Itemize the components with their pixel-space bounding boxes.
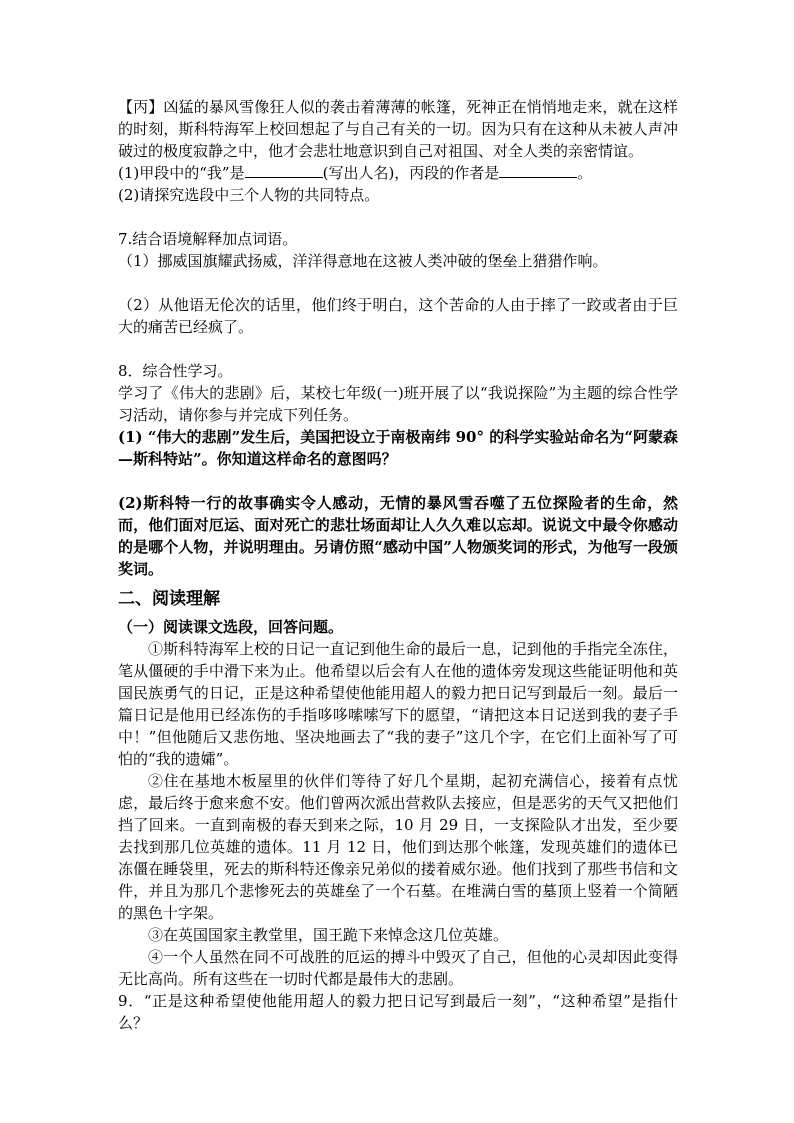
question-7-1: （1）挪威国旗耀武扬威，洋洋得意地在这被人类冲破的堡垒上猎猎作响。 <box>118 252 608 270</box>
question-7-title: 7.结合语境解释加点词语。 <box>118 230 298 248</box>
q6-1-text-c: 。 <box>577 164 593 182</box>
passage-paragraph-2: ②住在基地木板屋里的伙伴们等待了好几个星期，起初充满信心，接着有点忧虑，最后终于愈来愈不安。他们曾两次派出营救队去接应，但是恶劣的天气又把他们挡了回来。一直到南极的春天到来之际，10 月 29 日，一支探险队才出发，至少要去找到那几位英雄的遗体。11 月 12 日，他们到达那个帐篷，发现英雄们的遗体已冻僵在睡袋里，死去的斯科特还像亲兄弟似的搂着威尔逊。他们找到了那些书信和文件，并且为那几个悲惨死去的英雄垒了一个石墓。在堆满白雪的墓顶上竖着一个简陋的黑色十字架。 <box>118 772 678 922</box>
passage-paragraph-4: ④一个人虽然在同不可战胜的厄运的搏斗中毁灭了自己，但他的心灵却因此变得无比高尚。所有这些在一切时代都是最伟大的悲剧。 <box>118 948 678 988</box>
passage-paragraph-1: ①斯科特海军上校的日记一直记到他生命的最后一息，记到他的手指完全冻住，笔从僵硬的手中滑下来为止。他希望以后会有人在他的遗体旁发现这些能证明他和英国民族勇气的日记，正是这种希望使他能用超人的毅力把日记写到最后一刻。最后一篇日记是他用已经冻伤的手指哆哆嗦嗦写下的愿望，“请把这本日记送到我的妻子手中！”但他随后又悲伤地、坚决地画去了“我的妻子”这几个字，在它们上面补写了可怕的“我的遗孀”。 <box>118 640 678 768</box>
question-8-2: (2)斯科特一行的故事确实令人感动，无情的暴风雪吞噬了五位探险者的生命，然而，他们面对厄运、面对死亡的悲壮场面却让人久久难以忘却。说说文中最令你感动的是哪个人物，并说明理由。另请仿照“感动中国”人物颁奖词的形式，为他写一段颁奖词。 <box>118 494 678 578</box>
answer-blank-author[interactable] <box>499 163 577 178</box>
section-2-heading: 二、阅读理解 <box>118 589 220 609</box>
question-8-1: (1) “伟大的悲剧”发生后，美国把设立于南极南纬 90° 的科学实验站命名为“阿蒙森—斯科特站”。你知道这样命名的意图吗？ <box>118 428 678 468</box>
question-9: 9．“正是这种希望使他能用超人的毅力把日记写到最后一刻”，“这种希望”是指什么？ <box>118 992 678 1032</box>
section-2-1-heading: （一）阅读课文选段，回答问题。 <box>118 618 344 636</box>
q6-1-text-b: (写出人名)，丙段的作者是 <box>322 164 500 182</box>
question-8-title: 8．综合性学习。 <box>118 362 233 380</box>
question-6-1 <box>118 162 678 184</box>
question-8-intro: 学习了《伟大的悲剧》后，某校七年级(一)班开展了以“我说探险”为主题的综合性学习活动，请你参与并完成下列任务。 <box>118 384 678 424</box>
question-6-2: (2)请探究选段中三个人物的共同特点。 <box>118 186 380 204</box>
question-7-2: （2）从他语无伦次的话里，他们终于明白，这个苦命的人由于摔了一跤或者由于巨大的痛苦已经疯了。 <box>118 296 678 336</box>
answer-blank-person[interactable] <box>245 163 323 178</box>
passage-bing: 【丙】凶猛的暴风雪像狂人似的袭击着薄薄的帐篷，死神正在悄悄地走来，就在这样的时刻，斯科特海军上校回想起了与自己有关的一切。因为只有在这种从未被人声冲破过的极度寂静之中，他才会悲壮地意识到自己对祖国、对全人类的亲密情谊。 <box>118 98 678 160</box>
q6-1-text-a: (1)甲段中的“我”是 <box>118 164 245 182</box>
document-page <box>118 96 678 1034</box>
passage-paragraph-3: ③在英国国家主教堂里，国王跪下来悼念这几位英雄。 <box>148 926 509 944</box>
